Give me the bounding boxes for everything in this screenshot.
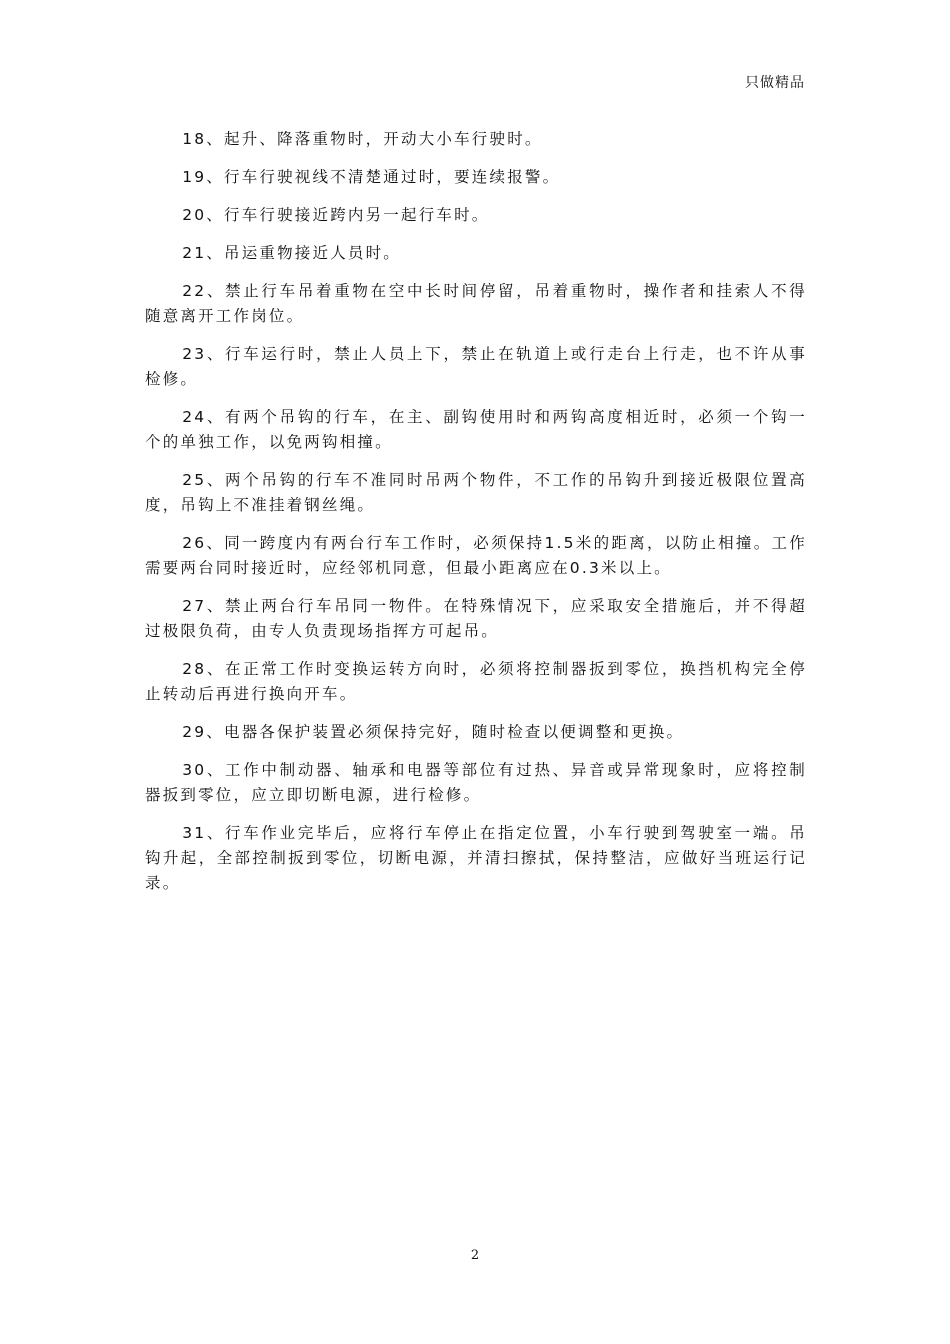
paragraph-27: 27、禁止两台行车吊同一物件。在特殊情况下，应采取安全措施后，并不得超过极限负荷，由专人负责现场指挥方可起吊。: [145, 597, 807, 640]
paragraph-21: 21、吊运重物接近人员时。: [182, 244, 402, 262]
paragraph-22: 22、禁止行车吊着重物在空中长时间停留，吊着重物时，操作者和挂索人不得随意离开工作岗位。: [145, 282, 807, 325]
document-body: [145, 127, 807, 909]
paragraph-29: 29、电器各保护装置必须保持完好，随时检查以便调整和更换。: [182, 723, 685, 741]
paragraph-25: 25、两个吊钩的行车不准同时吊两个物件，不工作的吊钩升到接近极限位置高度，吊钩上不准挂着钢丝绳。: [145, 471, 807, 514]
paragraph-24: 24、有两个吊钩的行车，在主、副钩使用时和两钩高度相近时，必须一个钩一个的单独工作，以免两钩相撞。: [145, 408, 807, 451]
paragraph-31: 31、行车作业完毕后，应将行车停止在指定位置，小车行驶到驾驶室一端。吊钩升起，全部控制扳到零位，切断电源，并清扫擦拭，保持整洁，应做好当班运行记录。: [145, 824, 807, 892]
paragraph-18: 18、起升、降落重物时，开动大小车行驶时。: [182, 130, 543, 148]
paragraph-28: 28、在正常工作时变换运转方向时，必须将控制器扳到零位，换挡机构完全停止转动后再进行换向开车。: [145, 660, 807, 703]
paragraph-23: 23、行车运行时，禁止人员上下，禁止在轨道上或行走台上行走，也不许从事检修。: [145, 345, 807, 388]
page-number: 2: [470, 1248, 480, 1263]
paragraph-30: 30、工作中制动器、轴承和电器等部位有过热、异音或异常现象时，应将控制器扳到零位，应立即切断电源，进行检修。: [145, 761, 807, 804]
paragraph-20: 20、行车行驶接近跨内另一起行车时。: [182, 206, 490, 224]
paragraph-26: 26、同一跨度内有两台行车工作时，必须保持1.5米的距离，以防止相撞。工作需要两台同时接近时，应经邻机同意，但最小距离应在0.3米以上。: [145, 534, 807, 577]
header-note: 只做精品: [745, 75, 805, 91]
paragraph-19: 19、行车行驶视线不清楚通过时，要连续报警。: [182, 168, 561, 186]
